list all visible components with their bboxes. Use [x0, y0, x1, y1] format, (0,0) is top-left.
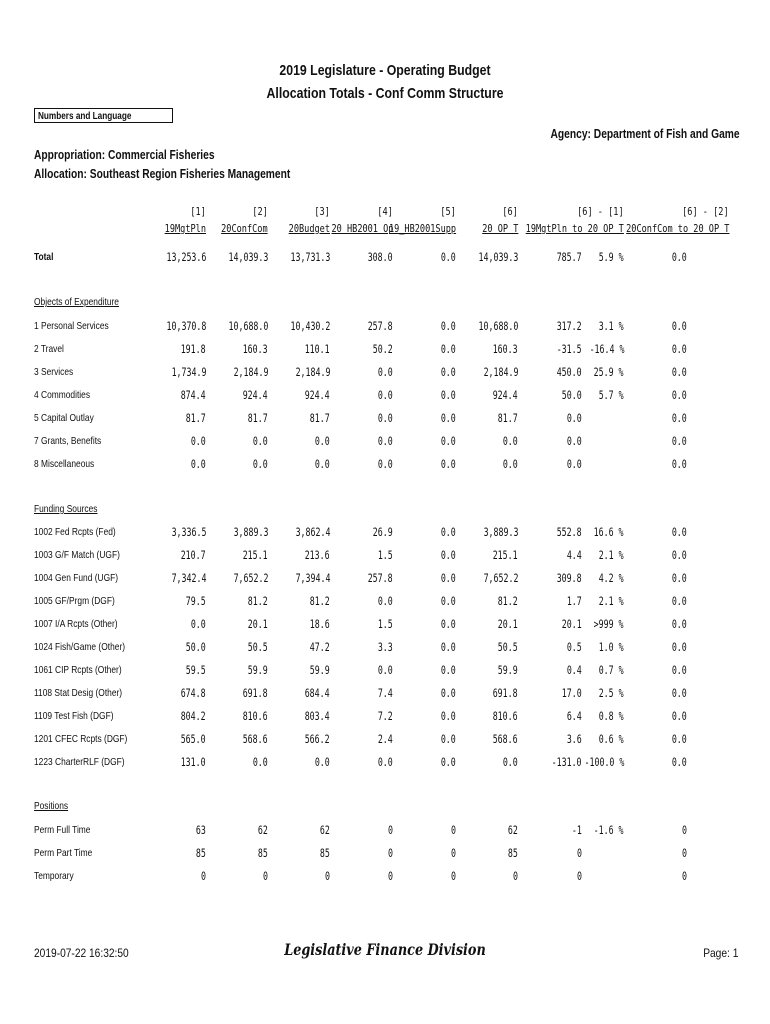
cell-value: 0.0 [441, 571, 456, 585]
cell-value: 0.0 [378, 457, 393, 471]
column-number-3: [3] [314, 205, 330, 218]
cell-value: 2.4 [378, 732, 393, 746]
row-label: 1007 I/A Rcpts (Other) [34, 618, 118, 630]
cell-value: 81.2 [498, 594, 518, 608]
cell-value: 4.4 [567, 548, 582, 562]
cell-value: 257.8 [368, 319, 393, 333]
cell-value: 47.2 [310, 640, 330, 654]
section-heading-objects: Objects of Expenditure [34, 296, 119, 308]
cell-value: 110.1 [305, 342, 330, 356]
cell-value: 85 [508, 846, 518, 860]
cell-value: 0.0 [378, 755, 393, 769]
cell-value: 81.2 [248, 594, 268, 608]
column-header-7: 19MgtPln to 20 OP T [525, 222, 624, 235]
cell-value: 0.0 [441, 342, 456, 356]
cell-value: 215.1 [493, 548, 518, 562]
cell-value: 131.0 [181, 755, 206, 769]
cell-value: 691.8 [243, 686, 268, 700]
cell-value: 924.4 [243, 388, 268, 402]
cell-value: 10,688.0 [478, 319, 518, 333]
cell-value: 85 [196, 846, 206, 860]
cell-value: 0.0 [672, 709, 687, 723]
column-number-6: [6] [502, 205, 518, 218]
cell-value: 10,370.8 [166, 319, 206, 333]
agency-label: Agency: Department of Fish and Game [550, 127, 740, 141]
cell-value: 0.0 [315, 755, 330, 769]
cell-value: 309.8 [557, 571, 582, 585]
cell-value: 7,652.2 [483, 571, 518, 585]
cell-value: 785.7 [557, 250, 582, 264]
row-label: Perm Full Time [34, 824, 91, 836]
cell-value: 4.2 % [599, 571, 624, 585]
cell-value: -1.6 % [594, 823, 624, 837]
cell-value: 0 [513, 869, 518, 883]
cell-value: 0.0 [672, 594, 687, 608]
cell-value: 7,394.4 [295, 571, 330, 585]
cell-value: 50.2 [373, 342, 393, 356]
report-title-line1: 2019 Legislature - Operating Budget [279, 62, 491, 79]
cell-value: 0 [682, 846, 687, 860]
cell-value: 59.5 [186, 663, 206, 677]
cell-value: 2,184.9 [295, 365, 330, 379]
column-header-5: 19_HB2001Supp [388, 222, 456, 235]
row-label: 1002 Fed Rcpts (Fed) [34, 526, 116, 538]
column-header-1: 19MgtPln [164, 222, 206, 235]
cell-value: 0 [325, 869, 330, 883]
numbers-language-label: Numbers and Language [38, 111, 132, 122]
row-label: 1 Personal Services [34, 320, 109, 332]
cell-value: 1.7 [567, 594, 582, 608]
cell-value: 0.0 [253, 434, 268, 448]
cell-value: 0.0 [567, 411, 582, 425]
cell-value: 5.9 % [599, 250, 624, 264]
cell-value: 0.0 [503, 457, 518, 471]
cell-value: 1.5 [378, 548, 393, 562]
cell-value: 62 [258, 823, 268, 837]
row-label: 1003 G/F Match (UGF) [34, 549, 120, 561]
cell-value: 0.0 [441, 617, 456, 631]
cell-value: 0.6 % [599, 732, 624, 746]
allocation-label: Allocation: Southeast Region Fisheries Management [34, 167, 291, 181]
cell-value: 0.0 [672, 686, 687, 700]
row-label: 7 Grants, Benefits [34, 435, 102, 447]
cell-value: 3.1 % [599, 319, 624, 333]
cell-value: 59.9 [248, 663, 268, 677]
cell-value: 50.0 [186, 640, 206, 654]
cell-value: 0.0 [191, 434, 206, 448]
report-title-line2: Allocation Totals - Conf Comm Structure [266, 85, 504, 102]
column-number-1: [1] [190, 205, 206, 218]
cell-value: 191.8 [181, 342, 206, 356]
row-label: 8 Miscellaneous [34, 458, 95, 470]
column-number-5: [5] [440, 205, 456, 218]
cell-value: 3,889.3 [233, 525, 268, 539]
cell-value: 0.0 [253, 457, 268, 471]
cell-value: 0.0 [672, 525, 687, 539]
cell-value: 14,039.3 [478, 250, 518, 264]
cell-value: 568.6 [493, 732, 518, 746]
row-label: 1201 CFEC Rcpts (DGF) [34, 733, 128, 745]
cell-value: 17.0 [562, 686, 582, 700]
cell-value: 2.1 % [599, 548, 624, 562]
cell-value: 0.0 [441, 434, 456, 448]
cell-value: 7.4 [378, 686, 393, 700]
cell-value: 2,184.9 [233, 365, 268, 379]
cell-value: 1.5 [378, 617, 393, 631]
column-number-7: [6] - [1] [577, 205, 624, 218]
cell-value: 0 [577, 869, 582, 883]
cell-value: -31.5 [557, 342, 582, 356]
cell-value: -131.0 [552, 755, 582, 769]
row-label: Perm Part Time [34, 847, 93, 859]
cell-value: 0.8 % [599, 709, 624, 723]
cell-value: 3.3 [378, 640, 393, 654]
cell-value: 0.0 [441, 640, 456, 654]
row-label: Total [34, 251, 54, 263]
cell-value: 0.0 [503, 434, 518, 448]
cell-value: 0.0 [672, 388, 687, 402]
cell-value: 0.0 [503, 755, 518, 769]
cell-value: 0.0 [191, 617, 206, 631]
cell-value: 7.2 [378, 709, 393, 723]
column-number-8: [6] - [2] [682, 205, 729, 218]
cell-value: 0 [388, 823, 393, 837]
row-label: 1223 CharterRLF (DGF) [34, 756, 125, 768]
cell-value: -1 [572, 823, 582, 837]
cell-value: -100.0 % [584, 755, 624, 769]
cell-value: 0.0 [441, 732, 456, 746]
cell-value: 0.0 [672, 411, 687, 425]
cell-value: 7,652.2 [233, 571, 268, 585]
cell-value: 0 [682, 869, 687, 883]
cell-value: 0.0 [672, 342, 687, 356]
cell-value: 18.6 [310, 617, 330, 631]
cell-value: 0.0 [378, 434, 393, 448]
cell-value: 63 [196, 823, 206, 837]
cell-value: 85 [258, 846, 268, 860]
row-label: 2 Travel [34, 343, 64, 355]
cell-value: 160.3 [243, 342, 268, 356]
cell-value: 0 [577, 846, 582, 860]
cell-value: 0.0 [441, 388, 456, 402]
column-header-4: 20 HB2001 Op [331, 222, 393, 235]
cell-value: 59.9 [498, 663, 518, 677]
cell-value: 7,342.4 [171, 571, 206, 585]
cell-value: 0 [388, 846, 393, 860]
cell-value: 0.0 [672, 434, 687, 448]
cell-value: 0.0 [672, 640, 687, 654]
cell-value: 450.0 [557, 365, 582, 379]
cell-value: 0.0 [567, 434, 582, 448]
cell-value: 1.0 % [599, 640, 624, 654]
row-label: 1108 Stat Desig (Other) [34, 687, 123, 699]
cell-value: 308.0 [368, 250, 393, 264]
cell-value: 0.0 [567, 457, 582, 471]
row-label: 1024 Fish/Game (Other) [34, 641, 126, 653]
cell-value: 213.6 [305, 548, 330, 562]
cell-value: 924.4 [493, 388, 518, 402]
cell-value: 0.0 [315, 457, 330, 471]
row-label: 1109 Test Fish (DGF) [34, 710, 114, 722]
cell-value: 0.0 [378, 365, 393, 379]
cell-value: 0.0 [672, 732, 687, 746]
cell-value: 6.4 [567, 709, 582, 723]
cell-value: 0 [451, 823, 456, 837]
cell-value: 0.0 [378, 388, 393, 402]
cell-value: 0.0 [672, 548, 687, 562]
row-label: 5 Capital Outlay [34, 412, 94, 424]
cell-value: 16.6 % [594, 525, 624, 539]
row-label: 4 Commodities [34, 389, 91, 401]
numbers-language-box [34, 108, 173, 123]
row-label: 3 Services [34, 366, 74, 378]
cell-value: 215.1 [243, 548, 268, 562]
report-timestamp: 2019-07-22 16:32:50 [34, 946, 129, 960]
cell-value: 0 [388, 869, 393, 883]
cell-value: 565.0 [181, 732, 206, 746]
cell-value: 50.5 [248, 640, 268, 654]
cell-value: 3,862.4 [295, 525, 330, 539]
cell-value: 568.6 [243, 732, 268, 746]
cell-value: 160.3 [493, 342, 518, 356]
appropriation-label: Appropriation: Commercial Fisheries [34, 148, 215, 162]
cell-value: 810.6 [493, 709, 518, 723]
cell-value: 0.0 [253, 755, 268, 769]
cell-value: 10,430.2 [290, 319, 330, 333]
cell-value: 803.4 [305, 709, 330, 723]
cell-value: 257.8 [368, 571, 393, 585]
cell-value: 85 [320, 846, 330, 860]
cell-value: 0.0 [441, 548, 456, 562]
cell-value: 3,889.3 [483, 525, 518, 539]
cell-value: 874.4 [181, 388, 206, 402]
cell-value: 0.5 [567, 640, 582, 654]
cell-value: 0.0 [441, 319, 456, 333]
row-label: 1061 CIP Rcpts (Other) [34, 664, 122, 676]
cell-value: 2,184.9 [483, 365, 518, 379]
cell-value: 0.0 [441, 250, 456, 264]
section-heading-positions: Positions [34, 800, 69, 812]
cell-value: 0.4 [567, 663, 582, 677]
cell-value: 0.0 [672, 571, 687, 585]
column-header-8: 20ConfCom to 20 OP T [625, 222, 729, 235]
cell-value: 0.7 % [599, 663, 624, 677]
cell-value: -16.4 % [589, 342, 624, 356]
cell-value: 3,336.5 [171, 525, 206, 539]
cell-value: 81.7 [186, 411, 206, 425]
cell-value: 810.6 [243, 709, 268, 723]
cell-value: 0.0 [441, 365, 456, 379]
page-number: Page: 1 [702, 946, 738, 960]
cell-value: 566.2 [305, 732, 330, 746]
cell-value: 14,039.3 [228, 250, 268, 264]
row-label: 1005 GF/Prgm (DGF) [34, 595, 115, 607]
cell-value: 50.0 [562, 388, 582, 402]
column-header-6: 20 OP T [481, 222, 518, 235]
cell-value: 13,253.6 [166, 250, 206, 264]
cell-value: 0 [201, 869, 206, 883]
cell-value: 26.9 [373, 525, 393, 539]
cell-value: 20.1 [562, 617, 582, 631]
cell-value: 0.0 [441, 594, 456, 608]
cell-value: 0.0 [672, 755, 687, 769]
cell-value: 79.5 [186, 594, 206, 608]
cell-value: 0 [451, 846, 456, 860]
cell-value: 62 [508, 823, 518, 837]
cell-value: 691.8 [493, 686, 518, 700]
cell-value: 81.7 [310, 411, 330, 425]
cell-value: 0.0 [191, 457, 206, 471]
division-signature [0, 940, 770, 959]
cell-value: 5.7 % [599, 388, 624, 402]
column-header-3: 20Budget [288, 222, 330, 235]
cell-value: 0.0 [378, 663, 393, 677]
cell-value: 0.0 [441, 686, 456, 700]
column-number-4: [4] [377, 205, 393, 218]
cell-value: 674.8 [181, 686, 206, 700]
cell-value: 0.0 [672, 319, 687, 333]
cell-value: 0.0 [441, 525, 456, 539]
cell-value: 59.9 [310, 663, 330, 677]
cell-value: 20.1 [248, 617, 268, 631]
division-name: Legislative Finance Division [284, 940, 486, 959]
cell-value: 20.1 [498, 617, 518, 631]
cell-value: 0.0 [672, 663, 687, 677]
cell-value: 0.0 [672, 617, 687, 631]
cell-value: 0.0 [441, 411, 456, 425]
cell-value: 81.7 [248, 411, 268, 425]
cell-value: 317.2 [557, 319, 582, 333]
cell-value: 0.0 [441, 709, 456, 723]
cell-value: 50.5 [498, 640, 518, 654]
cell-value: 0.0 [672, 250, 687, 264]
cell-value: 684.4 [305, 686, 330, 700]
cell-value: 0 [682, 823, 687, 837]
cell-value: 0.0 [672, 457, 687, 471]
cell-value: 804.2 [181, 709, 206, 723]
cell-value: 81.7 [498, 411, 518, 425]
cell-value: 0.0 [441, 755, 456, 769]
column-number-2: [2] [252, 205, 268, 218]
cell-value: 81.2 [310, 594, 330, 608]
cell-value: 552.8 [557, 525, 582, 539]
cell-value: 1,734.9 [171, 365, 206, 379]
cell-value: 0.0 [441, 457, 456, 471]
cell-value: 0.0 [672, 365, 687, 379]
cell-value: 0.0 [441, 663, 456, 677]
cell-value: 0.0 [315, 434, 330, 448]
cell-value: 13,731.3 [290, 250, 330, 264]
cell-value: 3.6 [567, 732, 582, 746]
cell-value: 10,688.0 [228, 319, 268, 333]
cell-value: 0 [263, 869, 268, 883]
cell-value: 25.9 % [594, 365, 624, 379]
cell-value: 62 [320, 823, 330, 837]
section-heading-funding: Funding Sources [34, 503, 98, 515]
cell-value: >999 % [594, 617, 624, 631]
cell-value: 0.0 [378, 594, 393, 608]
cell-value: 2.1 % [599, 594, 624, 608]
cell-value: 210.7 [181, 548, 206, 562]
cell-value: 2.5 % [599, 686, 624, 700]
row-label: 1004 Gen Fund (UGF) [34, 572, 119, 584]
column-header-2: 20ConfCom [221, 222, 268, 235]
cell-value: 0.0 [378, 411, 393, 425]
row-label: Temporary [34, 870, 74, 882]
cell-value: 924.4 [305, 388, 330, 402]
cell-value: 0 [451, 869, 456, 883]
